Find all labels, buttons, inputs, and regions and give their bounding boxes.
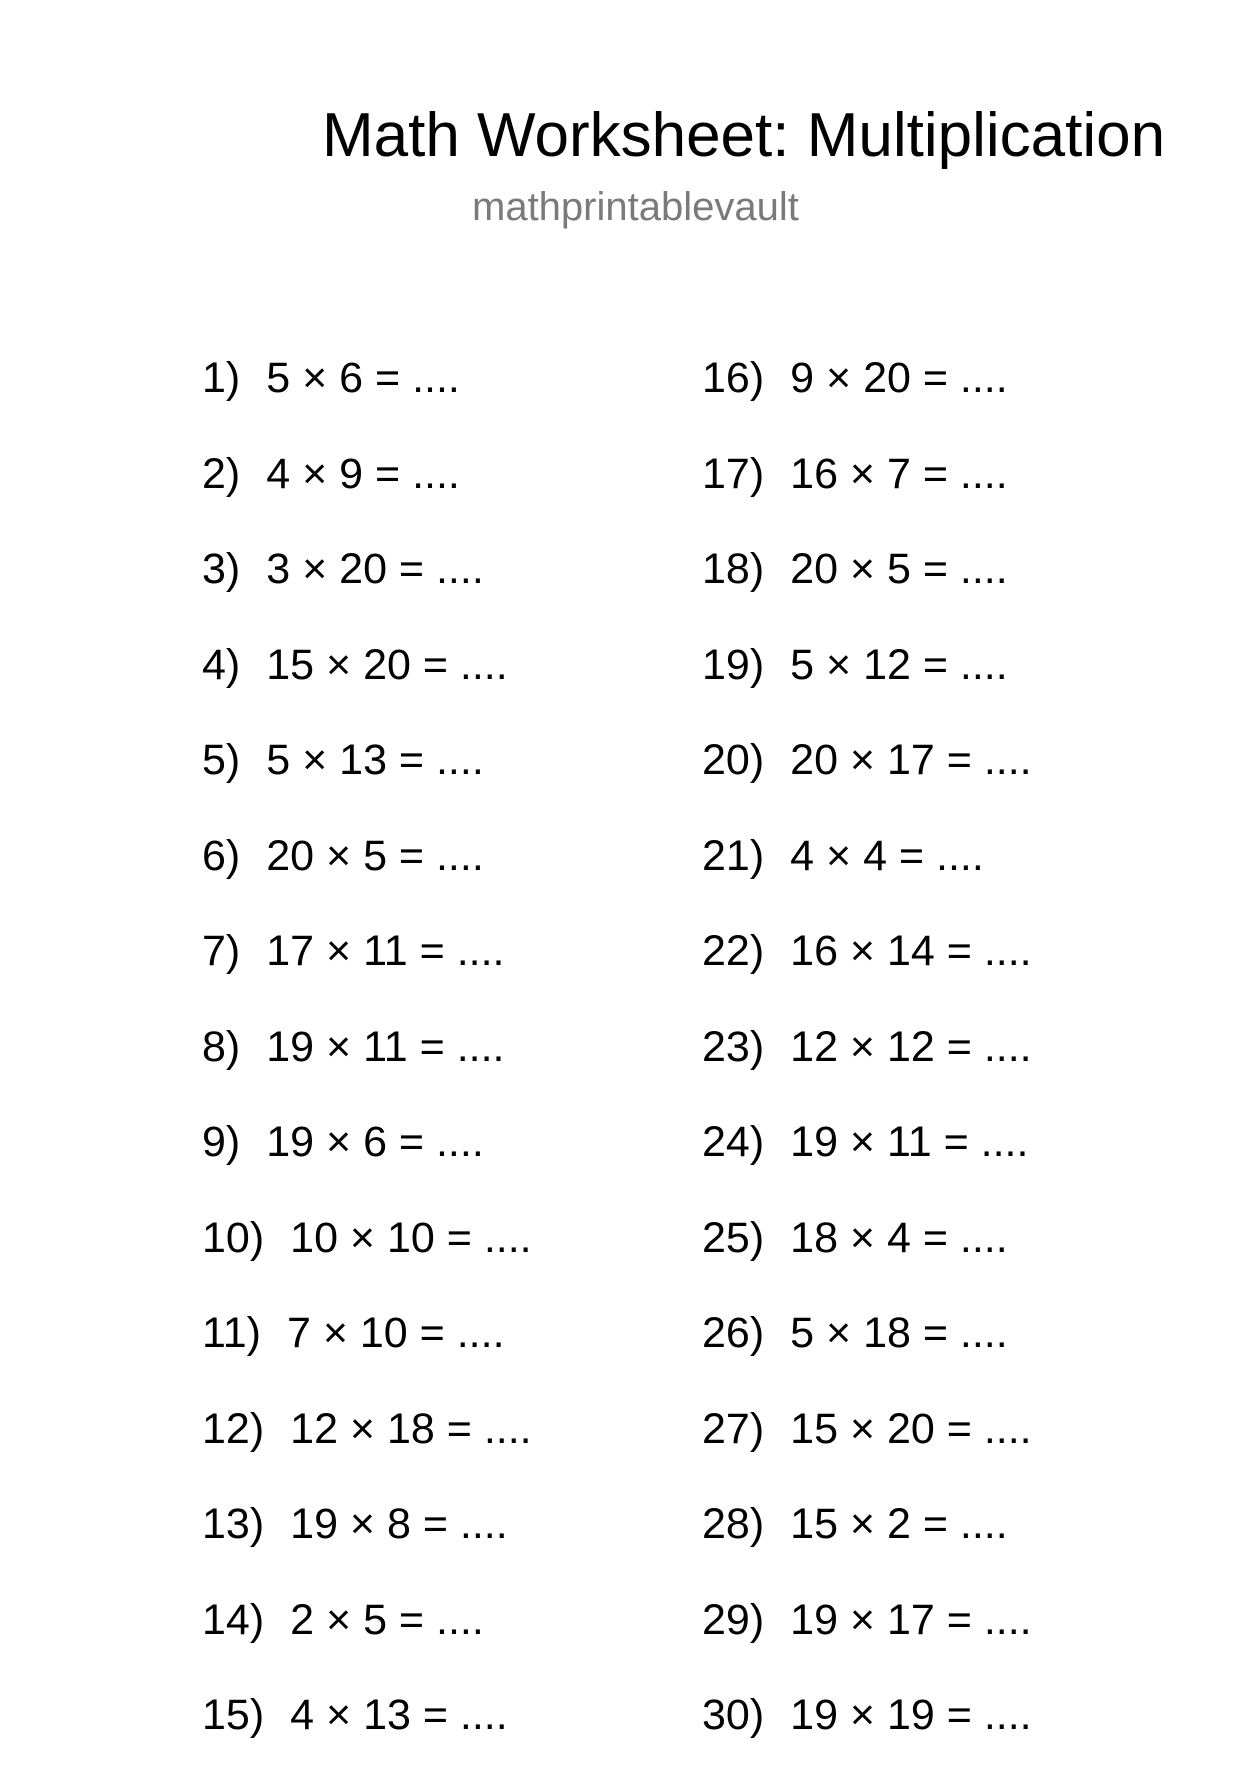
problem-number: 12) <box>202 1404 265 1453</box>
problem-number: 8) <box>202 1022 241 1071</box>
problem-expression: 5 × 6 = .... <box>266 354 460 402</box>
problem-column-right <box>702 352 1032 1785</box>
problem-expression: 15 × 20 = .... <box>790 1404 1032 1453</box>
problem-number: 22) <box>702 927 765 975</box>
problem-number: 16) <box>702 354 765 402</box>
problem-expression: 2 × 5 = .... <box>290 1595 484 1644</box>
problem-row <box>202 448 532 544</box>
problem-number: 11) <box>202 1309 261 1357</box>
problem-expression: 3 × 20 = .... <box>266 545 484 593</box>
problem-row <box>202 1594 532 1690</box>
problem-number: 30) <box>702 1691 765 1739</box>
problem-row <box>202 1116 532 1212</box>
problem-number: 9) <box>202 1118 241 1166</box>
problem-expression: 19 × 11 = .... <box>790 1118 1029 1166</box>
problem-row <box>202 830 532 926</box>
problem-number: 26) <box>702 1309 765 1357</box>
problem-expression: 20 × 17 = .... <box>790 736 1032 784</box>
problem-expression: 4 × 9 = .... <box>266 449 460 498</box>
problem-row <box>202 1498 532 1594</box>
problem-number: 10) <box>202 1213 265 1262</box>
problem-number: 19) <box>702 640 765 689</box>
problem-row <box>202 1689 532 1785</box>
problem-row <box>702 1212 1032 1308</box>
problem-row <box>702 448 1032 544</box>
problem-number: 1) <box>202 354 241 402</box>
problem-row <box>702 352 1032 448</box>
problem-row <box>202 352 532 448</box>
problem-number: 23) <box>702 1022 765 1071</box>
problem-row <box>702 1498 1032 1594</box>
problem-row <box>202 1307 532 1403</box>
problem-expression: 18 × 4 = .... <box>790 1213 1008 1262</box>
problem-expression: 12 × 12 = .... <box>790 1022 1032 1071</box>
problem-expression: 17 × 11 = .... <box>266 927 505 975</box>
problem-expression: 10 × 10 = .... <box>290 1213 532 1262</box>
problem-number: 21) <box>702 831 765 880</box>
problem-row <box>702 1116 1032 1212</box>
problem-expression: 4 × 13 = .... <box>290 1691 508 1739</box>
problem-row <box>702 543 1032 639</box>
problem-row <box>702 1021 1032 1117</box>
problem-expression: 15 × 20 = .... <box>266 640 508 689</box>
problem-expression: 5 × 13 = .... <box>266 736 484 784</box>
problem-row <box>202 639 532 735</box>
problem-expression: 16 × 7 = .... <box>790 449 1008 498</box>
problem-expression: 19 × 8 = .... <box>290 1500 508 1548</box>
problem-row <box>702 1307 1032 1403</box>
problem-number: 24) <box>702 1118 765 1166</box>
problem-number: 29) <box>702 1595 765 1644</box>
problem-number: 5) <box>202 736 241 784</box>
problem-number: 20) <box>702 736 765 784</box>
problem-row <box>702 1594 1032 1690</box>
problem-expression: 9 × 20 = .... <box>790 354 1008 402</box>
problem-number: 28) <box>702 1500 765 1548</box>
problem-number: 7) <box>202 927 241 975</box>
problem-column-left <box>202 352 532 1785</box>
problem-row <box>702 830 1032 926</box>
problem-row <box>202 543 532 639</box>
problem-expression: 15 × 2 = .... <box>790 1500 1008 1548</box>
problem-row <box>202 734 532 830</box>
problem-expression: 20 × 5 = .... <box>790 545 1008 593</box>
problem-row <box>702 1403 1032 1499</box>
problem-number: 15) <box>202 1691 265 1739</box>
problem-number: 3) <box>202 545 241 593</box>
problem-expression: 12 × 18 = .... <box>290 1404 532 1453</box>
problem-number: 17) <box>702 449 765 498</box>
problem-expression: 4 × 4 = .... <box>790 831 984 880</box>
problem-number: 6) <box>202 831 241 880</box>
problem-row <box>702 1689 1032 1785</box>
problem-expression: 20 × 5 = .... <box>266 831 484 880</box>
problem-number: 14) <box>202 1595 265 1644</box>
problem-expression: 5 × 18 = .... <box>790 1309 1008 1357</box>
problem-row <box>202 1403 532 1499</box>
problem-number: 2) <box>202 449 241 498</box>
problem-expression: 19 × 17 = .... <box>790 1595 1032 1644</box>
source-label: mathprintablevault <box>472 185 799 229</box>
problem-row <box>202 925 532 1021</box>
problem-expression: 19 × 11 = .... <box>266 1022 505 1071</box>
problem-number: 27) <box>702 1404 765 1453</box>
page-title: Math Worksheet: Multiplication <box>322 101 1166 170</box>
problem-row <box>702 925 1032 1021</box>
problem-expression: 19 × 6 = .... <box>266 1118 484 1166</box>
problem-row <box>202 1021 532 1117</box>
problem-expression: 19 × 19 = .... <box>790 1691 1032 1739</box>
problem-row <box>202 1212 532 1308</box>
problem-row <box>702 734 1032 830</box>
problem-row <box>702 639 1032 735</box>
problem-number: 13) <box>202 1500 265 1548</box>
problem-number: 25) <box>702 1213 765 1262</box>
problem-expression: 16 × 14 = .... <box>790 927 1032 975</box>
problem-number: 4) <box>202 640 241 689</box>
problem-expression: 5 × 12 = .... <box>790 640 1008 689</box>
problem-number: 18) <box>702 545 765 593</box>
problem-expression: 7 × 10 = .... <box>286 1309 505 1357</box>
